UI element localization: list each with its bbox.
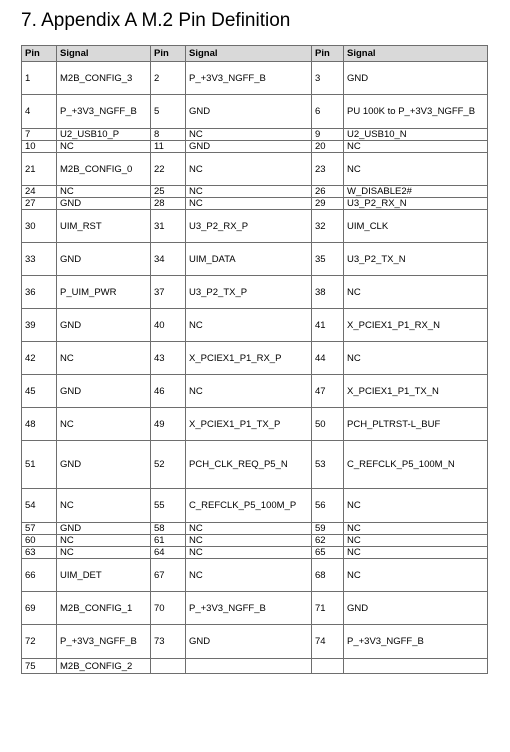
signal-name-cell: U3_P2_RX_P [186,210,312,243]
pin-number-cell: 47 [312,375,344,408]
signal-name-cell: X_PCIEX1_P1_TX_N [344,375,488,408]
pin-number-cell: 56 [312,489,344,523]
pin-number-cell: 66 [22,559,57,592]
pin-number-cell: 49 [151,408,186,441]
page-title: 7. Appendix A M.2 Pin Definition [21,10,291,31]
signal-name-cell: U3_P2_TX_P [186,276,312,309]
pin-number-cell: 29 [312,198,344,210]
pin-number-cell: 55 [151,489,186,523]
pin-number-cell: 61 [151,535,186,547]
pin-number-cell [312,659,344,674]
table-row [22,309,488,342]
pin-number-cell: 20 [312,141,344,153]
column-header-signal-1: Signal [57,46,151,62]
pin-number-cell: 57 [22,523,57,535]
pin-number-cell: 36 [22,276,57,309]
signal-name-cell: NC [344,489,488,523]
pin-number-cell: 44 [312,342,344,375]
signal-name-cell: NC [344,535,488,547]
pin-number-cell: 1 [22,62,57,95]
pin-number-cell: 21 [22,153,57,186]
pin-number-cell: 26 [312,186,344,198]
signal-name-cell: NC [57,408,151,441]
signal-name-cell: NC [186,523,312,535]
signal-name-cell: P_+3V3_NGFF_B [186,592,312,625]
signal-name-cell: GND [57,375,151,408]
table-row [22,441,488,489]
table-row [22,375,488,408]
signal-name-cell: NC [186,186,312,198]
signal-name-cell: UIM_RST [57,210,151,243]
signal-name-cell: NC [186,153,312,186]
pin-number-cell: 37 [151,276,186,309]
table-row [22,559,488,592]
signal-name-cell: NC [344,141,488,153]
column-header-signal-3: Signal [344,46,488,62]
pin-number-cell: 27 [22,198,57,210]
signal-name-cell: M2B_CONFIG_2 [57,659,151,674]
pin-number-cell: 33 [22,243,57,276]
signal-name-cell: U2_USB10_P [57,129,151,141]
signal-name-cell: PU 100K to P_+3V3_NGFF_B [344,95,488,129]
pin-number-cell: 74 [312,625,344,659]
signal-name-cell: NC [344,547,488,559]
table-row [22,186,488,198]
pin-number-cell: 54 [22,489,57,523]
signal-name-cell: X_PCIEX1_P1_RX_P [186,342,312,375]
pin-number-cell: 60 [22,535,57,547]
pin-number-cell: 6 [312,95,344,129]
signal-name-cell: W_DISABLE2# [344,186,488,198]
signal-name-cell: NC [344,153,488,186]
signal-name-cell: GND [186,141,312,153]
pin-number-cell: 7 [22,129,57,141]
pin-number-cell: 62 [312,535,344,547]
table-row [22,547,488,559]
signal-name-cell: NC [344,276,488,309]
pin-number-cell: 25 [151,186,186,198]
signal-name-cell: M2B_CONFIG_0 [57,153,151,186]
signal-name-cell: GND [344,592,488,625]
table-row [22,210,488,243]
pin-definition-table [21,45,488,674]
column-header-pin-2: Pin [151,46,186,62]
signal-name-cell: P_+3V3_NGFF_B [344,625,488,659]
table-row [22,243,488,276]
pin-number-cell: 31 [151,210,186,243]
pin-number-cell: 59 [312,523,344,535]
pin-number-cell [151,659,186,674]
signal-name-cell: M2B_CONFIG_1 [57,592,151,625]
pin-number-cell: 75 [22,659,57,674]
pin-number-cell: 43 [151,342,186,375]
pin-number-cell: 72 [22,625,57,659]
pin-number-cell: 52 [151,441,186,489]
signal-name-cell: UIM_CLK [344,210,488,243]
table-row [22,408,488,441]
signal-name-cell: NC [186,198,312,210]
table-row [22,523,488,535]
signal-name-cell: GND [57,198,151,210]
table-row [22,62,488,95]
signal-name-cell: P_+3V3_NGFF_B [57,625,151,659]
column-header-pin-3: Pin [312,46,344,62]
signal-name-cell: U2_USB10_N [344,129,488,141]
pin-number-cell: 42 [22,342,57,375]
table-row [22,592,488,625]
pin-number-cell: 35 [312,243,344,276]
signal-name-cell: GND [57,243,151,276]
pin-number-cell: 53 [312,441,344,489]
table-row [22,489,488,523]
table-row [22,153,488,186]
signal-name-cell: NC [186,535,312,547]
signal-name-cell: NC [186,129,312,141]
signal-name-cell: NC [57,141,151,153]
pin-number-cell: 64 [151,547,186,559]
pin-number-cell: 5 [151,95,186,129]
signal-name-cell: NC [57,186,151,198]
pin-number-cell: 2 [151,62,186,95]
signal-name-cell: NC [186,559,312,592]
signal-name-cell: U3_P2_RX_N [344,198,488,210]
table-row [22,95,488,129]
table-row [22,659,488,674]
signal-name-cell: GND [57,309,151,342]
signal-name-cell: GND [57,441,151,489]
signal-name-cell: NC [344,342,488,375]
table-row [22,535,488,547]
signal-name-cell: P_+3V3_NGFF_B [57,95,151,129]
signal-name-cell: NC [57,342,151,375]
pin-number-cell: 38 [312,276,344,309]
pin-number-cell: 48 [22,408,57,441]
signal-name-cell: GND [344,62,488,95]
signal-name-cell: UIM_DET [57,559,151,592]
signal-name-cell: NC [344,523,488,535]
pin-number-cell: 3 [312,62,344,95]
pin-number-cell: 70 [151,592,186,625]
pin-number-cell: 22 [151,153,186,186]
pin-number-cell: 73 [151,625,186,659]
signal-name-cell: NC [186,375,312,408]
pin-number-cell: 71 [312,592,344,625]
pin-number-cell: 24 [22,186,57,198]
table-row [22,141,488,153]
pin-number-cell: 23 [312,153,344,186]
pin-number-cell: 51 [22,441,57,489]
table-row [22,342,488,375]
signal-name-cell: UIM_DATA [186,243,312,276]
signal-name-cell: NC [57,547,151,559]
pin-number-cell: 69 [22,592,57,625]
signal-name-cell [344,659,488,674]
pin-number-cell: 39 [22,309,57,342]
signal-name-cell: C_REFCLK_P5_100M_N [344,441,488,489]
pin-number-cell: 46 [151,375,186,408]
signal-name-cell: NC [57,489,151,523]
column-header-pin-1: Pin [22,46,57,62]
signal-name-cell: NC [186,547,312,559]
signal-name-cell: NC [57,535,151,547]
pin-number-cell: 11 [151,141,186,153]
pin-number-cell: 41 [312,309,344,342]
pin-number-cell: 9 [312,129,344,141]
signal-name-cell: U3_P2_TX_N [344,243,488,276]
pin-number-cell: 68 [312,559,344,592]
signal-name-cell: GND [186,95,312,129]
signal-name-cell: X_PCIEX1_P1_RX_N [344,309,488,342]
pin-number-cell: 45 [22,375,57,408]
pin-number-cell: 40 [151,309,186,342]
signal-name-cell [186,659,312,674]
table-row [22,625,488,659]
signal-name-cell: P_UIM_PWR [57,276,151,309]
signal-name-cell: NC [344,559,488,592]
table-header-row [22,46,488,62]
signal-name-cell: PCH_PLTRST-L_BUF [344,408,488,441]
pin-number-cell: 50 [312,408,344,441]
pin-number-cell: 8 [151,129,186,141]
pin-number-cell: 63 [22,547,57,559]
pin-number-cell: 28 [151,198,186,210]
signal-name-cell: GND [57,523,151,535]
pin-number-cell: 65 [312,547,344,559]
signal-name-cell: P_+3V3_NGFF_B [186,62,312,95]
table-row [22,276,488,309]
pin-number-cell: 30 [22,210,57,243]
pin-number-cell: 67 [151,559,186,592]
signal-name-cell: PCH_CLK_REQ_P5_N [186,441,312,489]
signal-name-cell: C_REFCLK_P5_100M_P [186,489,312,523]
pin-number-cell: 34 [151,243,186,276]
signal-name-cell: NC [186,309,312,342]
pin-number-cell: 10 [22,141,57,153]
table-row [22,129,488,141]
pin-number-cell: 4 [22,95,57,129]
signal-name-cell: X_PCIEX1_P1_TX_P [186,408,312,441]
pin-number-cell: 32 [312,210,344,243]
column-header-signal-2: Signal [186,46,312,62]
table-body [22,62,488,674]
table-row [22,198,488,210]
pin-number-cell: 58 [151,523,186,535]
signal-name-cell: GND [186,625,312,659]
signal-name-cell: M2B_CONFIG_3 [57,62,151,95]
